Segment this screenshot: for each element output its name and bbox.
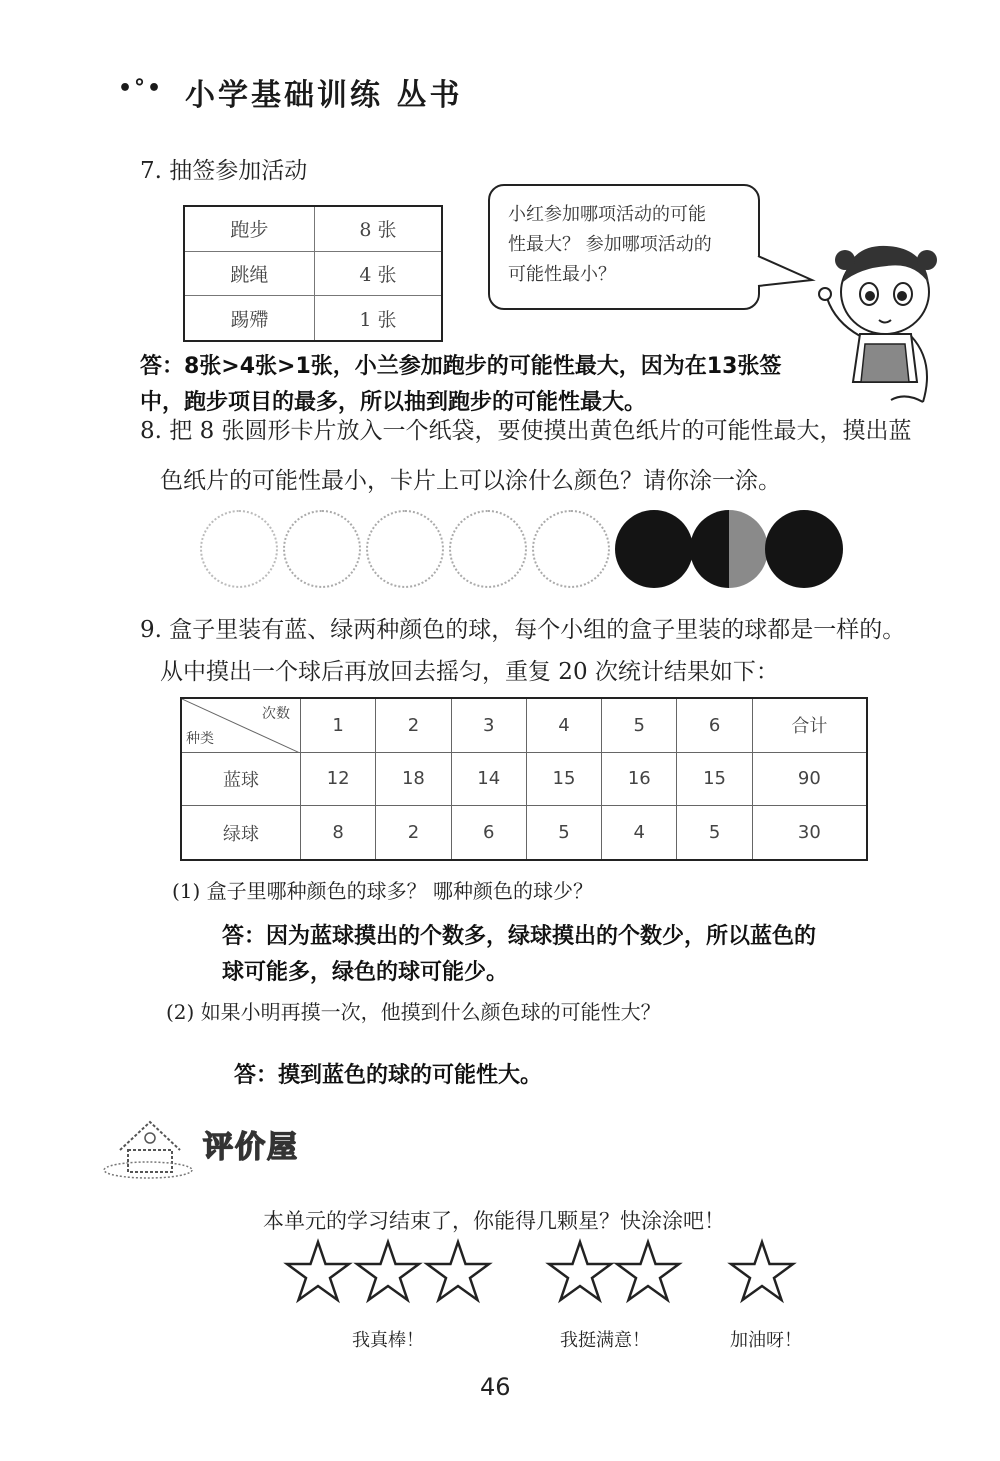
bubble-line: 可能性最小？ (508, 264, 616, 285)
table-cell: 1 张 (314, 296, 442, 341)
girl-illustration (805, 232, 955, 422)
table-cell: 6 (451, 806, 526, 860)
review-house-icon (100, 1110, 200, 1180)
table-row (184, 296, 442, 341)
star-icon[interactable] (427, 1242, 489, 1300)
column-header: 5 (602, 698, 677, 752)
q9-sub2: (2) 如果小明再摸一次，他摸到什么颜色球的可能性大？ (166, 1000, 661, 1024)
card-circle-half-filled[interactable] (690, 510, 768, 588)
answer-line: 球可能多，绿色的球可能少。 (222, 960, 509, 985)
answer-line: 中，跑步项目的最多，所以抽到跑步的可能性最大。 (140, 390, 647, 415)
table-cell: 4 张 (314, 251, 442, 296)
q9-answer1 (222, 919, 816, 991)
series-title: 小学基础训练 丛书 (185, 78, 463, 113)
table-cell: 16 (602, 752, 677, 805)
table-cell: 14 (451, 752, 526, 805)
card-circle-empty[interactable] (532, 510, 610, 588)
table-cell: 5 (677, 806, 752, 860)
column-header: 4 (526, 698, 601, 752)
card-circle-filled[interactable] (765, 510, 843, 588)
table-cell: 8 张 (314, 206, 442, 251)
answer-line: 答：因为蓝球摸出的个数多，绿球摸出的个数少，所以蓝色的 (222, 924, 817, 949)
review-prompt: 本单元的学习结束了，你能得几颗星？快涂涂吧！ (263, 1209, 725, 1233)
star-group-label: 我真棒！ (352, 1330, 424, 1351)
star-icon[interactable] (287, 1242, 349, 1300)
column-header: 1 (301, 698, 376, 752)
star-icon[interactable] (549, 1242, 611, 1300)
table-header-row (181, 698, 867, 752)
q8-text (140, 413, 960, 499)
table-cell: 2 (376, 806, 451, 860)
q7-answer (140, 349, 781, 421)
star-group-label: 我挺满意！ (560, 1330, 650, 1351)
q9-table (180, 697, 868, 861)
speech-bubble (488, 184, 760, 310)
question-line: 从中摸出一个球后再放回去摇匀，重复 20 次统计结果如下： (160, 659, 779, 685)
q9-text (140, 612, 960, 690)
table-cell: 18 (376, 752, 451, 805)
table-cell: 15 (526, 752, 601, 805)
table-cell: 12 (301, 752, 376, 805)
star-icon[interactable] (357, 1242, 419, 1300)
q9-answer2: 答：摸到蓝色的球的可能性大。 (234, 1063, 543, 1088)
star-rows (280, 1238, 810, 1310)
table-corner-cell (181, 698, 301, 752)
page-number: 46 (480, 1373, 511, 1401)
star-group-label: 加油呀！ (730, 1330, 802, 1351)
table-row (181, 806, 867, 860)
row-label: 蓝球 (181, 752, 301, 805)
table-cell: 15 (677, 752, 752, 805)
table-cell: 30 (752, 806, 867, 860)
q7-title: 7. 抽签参加活动 (140, 158, 308, 184)
bubble-line: 小红参加哪项活动的可能 (508, 204, 706, 225)
bubble-line: 性最大？ 参加哪项活动的 (508, 234, 712, 255)
table-cell: 跑步 (184, 206, 314, 251)
answer-line: 答：8张>4张>1张，小兰参加跑步的可能性最大，因为在13张签 (140, 354, 782, 379)
table-cell: 跳绳 (184, 251, 314, 296)
column-header: 2 (376, 698, 451, 752)
table-row (184, 251, 442, 296)
card-circle-filled[interactable] (615, 510, 693, 588)
corner-label-bottom: 种类 (186, 730, 214, 747)
card-circle-empty[interactable] (283, 510, 361, 588)
q9-sub1: (1) 盒子里哪种颜色的球多？ 哪种颜色的球少？ (172, 879, 594, 903)
row-label: 绿球 (181, 806, 301, 860)
table-cell: 90 (752, 752, 867, 805)
card-circle-empty[interactable] (449, 510, 527, 588)
table-cell: 8 (301, 806, 376, 860)
review-section-title: 评价屋 (203, 1130, 299, 1165)
card-circle-empty[interactable] (366, 510, 444, 588)
header-dots: •°• (118, 76, 164, 101)
table-cell: 5 (526, 806, 601, 860)
column-header: 3 (451, 698, 526, 752)
table-row (181, 752, 867, 805)
question-line: 8. 把 8 张圆形卡片放入一个纸袋，要使摸出黄色纸片的可能性最大，摸出蓝 (140, 418, 912, 444)
question-line: 9. 盒子里装有蓝、绿两种颜色的球，每个小组的盒子里装的球都是一样的。 (140, 617, 906, 643)
corner-label-top: 次数 (262, 706, 290, 722)
table-cell: 4 (602, 806, 677, 860)
star-icon[interactable] (617, 1242, 679, 1300)
card-circle-empty[interactable] (200, 510, 278, 588)
table-cell: 踢殢 (184, 296, 314, 341)
q7-table (183, 205, 443, 342)
question-line: 色纸片的可能性最小，卡片上可以涂什么颜色？请你涂一涂。 (160, 468, 781, 494)
column-header: 6 (677, 698, 752, 752)
star-icon[interactable] (731, 1242, 793, 1300)
table-row (184, 206, 442, 251)
column-header: 合计 (752, 698, 867, 752)
